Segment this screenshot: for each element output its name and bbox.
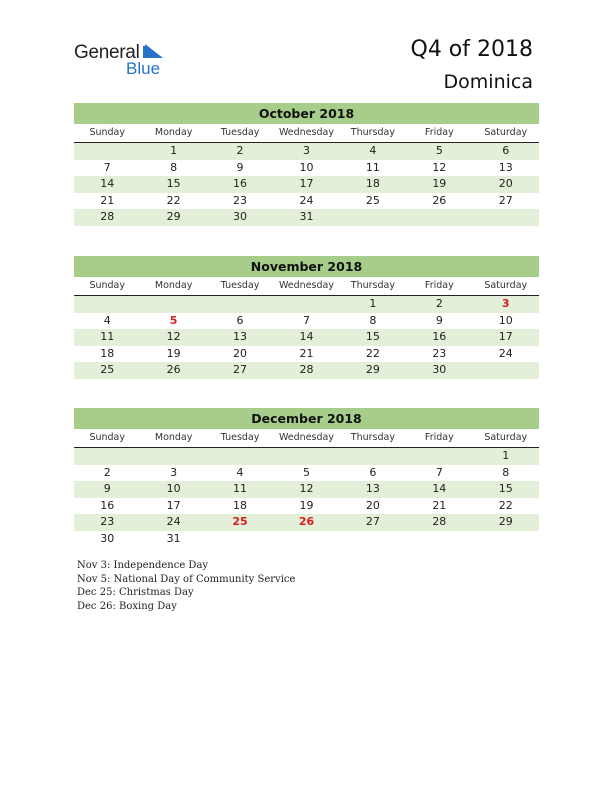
weekday-label: Tuesday <box>220 127 260 138</box>
day-cell: 3 <box>302 144 310 157</box>
day-cell: 3 <box>170 465 178 479</box>
month-october <box>74 103 539 226</box>
day-cell: 29 <box>365 363 380 376</box>
day-cell: 9 <box>103 482 111 495</box>
week-row <box>74 362 539 379</box>
day-cell <box>273 296 339 313</box>
day-cell: 11 <box>100 330 115 343</box>
weekday-label: Monday <box>154 127 193 138</box>
day-cell: 4 <box>369 144 377 157</box>
day-cell <box>406 531 472 548</box>
holiday-note: Dec 25: Christmas Day <box>77 587 194 598</box>
weekday-label: Wednesday <box>278 432 334 443</box>
day-cell: 15 <box>365 330 380 343</box>
day-cell: 7 <box>103 160 111 174</box>
day-cell: 17 <box>299 177 314 190</box>
weekday-header-row <box>74 429 539 448</box>
day-cell: 29 <box>498 515 513 528</box>
weekday-label: Tuesday <box>220 280 260 291</box>
day-cell: 8 <box>170 160 178 174</box>
weekday-header-row <box>74 277 539 296</box>
weekday-label: Sunday <box>89 432 125 443</box>
weekday-label: Friday <box>424 432 454 443</box>
day-cell: 6 <box>502 144 510 157</box>
day-cell: 28 <box>299 363 314 376</box>
country-name: Dominica <box>443 71 533 93</box>
day-cell: 12 <box>432 160 447 174</box>
weekday-label: Thursday <box>350 432 395 443</box>
day-cell: 2 <box>103 465 111 479</box>
day-cell: 16 <box>100 498 115 512</box>
day-cell: 5 <box>435 144 443 157</box>
week-row <box>74 465 539 482</box>
day-cell: 12 <box>166 330 181 343</box>
day-cell: 1 <box>369 297 377 310</box>
day-cell: 6 <box>369 465 377 479</box>
day-cell: 27 <box>498 193 513 207</box>
day-cell: 26 <box>166 363 181 376</box>
day-cell <box>473 209 539 226</box>
day-cell <box>140 448 206 465</box>
weekday-label: Friday <box>424 127 454 138</box>
day-cell: 13 <box>498 160 513 174</box>
day-cell: 12 <box>299 482 314 495</box>
day-cell: 26 <box>432 193 447 207</box>
day-cell: 19 <box>299 498 314 512</box>
weekday-label: Saturday <box>484 127 528 138</box>
page-title: Q4 of 2018 <box>410 37 533 62</box>
day-cell: 24 <box>498 346 513 360</box>
day-cell: 15 <box>166 177 181 190</box>
day-cell: 10 <box>299 160 314 174</box>
day-cell <box>273 448 339 465</box>
week-row <box>74 481 539 498</box>
day-cell <box>74 448 140 465</box>
holiday-note: Nov 5: National Day of Community Service <box>77 573 296 585</box>
week-row <box>74 176 539 193</box>
day-cell <box>340 531 406 548</box>
week-row <box>74 531 539 548</box>
day-cell: 10 <box>498 313 513 327</box>
weekday-label: Saturday <box>484 432 528 443</box>
day-cell: 22 <box>166 193 181 207</box>
week-row <box>74 296 539 313</box>
brand-logo <box>74 42 174 78</box>
month-title: October 2018 <box>74 103 539 124</box>
day-cell: 13 <box>365 482 380 495</box>
day-cell <box>406 209 472 226</box>
day-cell: 18 <box>100 346 115 360</box>
day-cell: 30 <box>432 363 447 376</box>
day-cell: 9 <box>435 313 443 327</box>
weekday-label: Friday <box>424 280 454 291</box>
day-cell: 20 <box>233 346 248 360</box>
weekday-label: Sunday <box>89 280 125 291</box>
holiday-notes <box>77 559 295 613</box>
weekday-label: Thursday <box>350 280 395 291</box>
day-cell <box>340 209 406 226</box>
day-cell: 11 <box>365 160 380 174</box>
logo-triangle-icon <box>143 44 163 60</box>
day-cell: 4 <box>103 313 111 327</box>
day-cell: 8 <box>502 465 510 479</box>
day-cell: 27 <box>365 515 380 528</box>
day-cell: 4 <box>236 465 244 479</box>
weekday-label: Monday <box>154 280 193 291</box>
day-cell: 30 <box>100 531 115 545</box>
week-row <box>74 346 539 363</box>
month-december <box>74 408 539 547</box>
day-cell: 25 <box>365 193 380 207</box>
day-cell <box>340 448 406 465</box>
day-cell <box>207 531 273 548</box>
day-cell: 5 <box>302 465 310 479</box>
day-cell: 25 <box>100 363 115 376</box>
holiday-note: Nov 3: Independence Day <box>77 560 209 571</box>
day-cell: 18 <box>233 498 248 512</box>
day-cell: 23 <box>432 346 447 360</box>
week-row <box>74 514 539 531</box>
day-cell: 11 <box>233 482 248 495</box>
day-cell: 24 <box>166 515 181 528</box>
day-cell <box>74 143 140 160</box>
day-cell <box>74 296 140 313</box>
day-cell: 19 <box>166 346 181 360</box>
logo-blue-text: Blue <box>126 59 161 78</box>
day-cell: 14 <box>432 482 447 495</box>
day-cell: 7 <box>435 465 443 479</box>
day-cell <box>273 531 339 548</box>
day-cell: 1 <box>170 144 178 157</box>
day-cell: 10 <box>166 482 181 495</box>
week-row <box>74 193 539 210</box>
day-cell: 21 <box>432 498 447 512</box>
week-row <box>74 160 539 177</box>
week-row <box>74 498 539 515</box>
day-cell <box>140 296 206 313</box>
day-cell: 15 <box>498 482 513 495</box>
day-cell <box>207 448 273 465</box>
day-cell: 19 <box>432 177 447 190</box>
day-cell: 20 <box>365 498 380 512</box>
holiday-day-cell: 5 <box>169 313 178 327</box>
day-cell: 17 <box>498 330 513 343</box>
day-cell: 21 <box>100 193 115 207</box>
day-cell: 30 <box>233 210 248 223</box>
day-cell: 29 <box>166 210 181 223</box>
day-cell: 20 <box>498 177 513 190</box>
day-cell: 9 <box>236 160 244 174</box>
day-cell: 2 <box>435 297 443 310</box>
weekday-label: Monday <box>154 432 193 443</box>
day-cell: 2 <box>236 144 244 157</box>
holiday-day-cell: 3 <box>501 297 510 310</box>
week-row <box>74 143 539 160</box>
month-title: December 2018 <box>74 408 539 429</box>
day-cell: 16 <box>432 330 447 343</box>
day-cell: 8 <box>369 313 377 327</box>
holiday-note: Dec 26: Boxing Day <box>77 600 177 612</box>
day-cell: 13 <box>233 330 248 343</box>
day-cell: 28 <box>432 515 447 528</box>
weekday-label: Wednesday <box>278 127 334 138</box>
day-cell: 23 <box>233 193 248 207</box>
weekday-header-row <box>74 124 539 143</box>
day-cell: 21 <box>299 346 314 360</box>
logo-general-text: General <box>74 42 140 63</box>
day-cell: 7 <box>302 313 310 327</box>
day-cell: 6 <box>236 313 244 327</box>
weekday-label: Sunday <box>89 127 125 138</box>
day-cell <box>207 296 273 313</box>
week-row <box>74 329 539 346</box>
weekday-label: Wednesday <box>278 280 334 291</box>
weekday-label: Thursday <box>350 127 395 138</box>
day-cell <box>473 362 539 379</box>
day-cell <box>406 448 472 465</box>
day-cell: 23 <box>100 515 115 528</box>
day-cell: 28 <box>100 210 115 223</box>
day-cell: 14 <box>299 330 314 343</box>
day-cell <box>473 531 539 548</box>
day-cell: 14 <box>100 177 115 190</box>
month-title: November 2018 <box>74 256 539 277</box>
month-november <box>74 256 539 379</box>
day-cell: 22 <box>365 346 380 360</box>
week-row <box>74 448 539 465</box>
day-cell: 18 <box>365 177 380 190</box>
day-cell: 1 <box>502 449 510 462</box>
weekday-label: Saturday <box>484 280 528 291</box>
day-cell: 17 <box>166 498 181 512</box>
week-row <box>74 209 539 226</box>
week-row <box>74 313 539 330</box>
day-cell: 27 <box>233 363 248 376</box>
weekday-label: Tuesday <box>220 432 260 443</box>
day-cell: 22 <box>498 498 513 512</box>
day-cell: 16 <box>233 177 248 190</box>
holiday-day-cell: 25 <box>232 515 248 528</box>
day-cell: 31 <box>299 210 314 223</box>
day-cell: 24 <box>299 193 314 207</box>
day-cell: 31 <box>166 531 181 545</box>
holiday-day-cell: 26 <box>298 515 315 528</box>
